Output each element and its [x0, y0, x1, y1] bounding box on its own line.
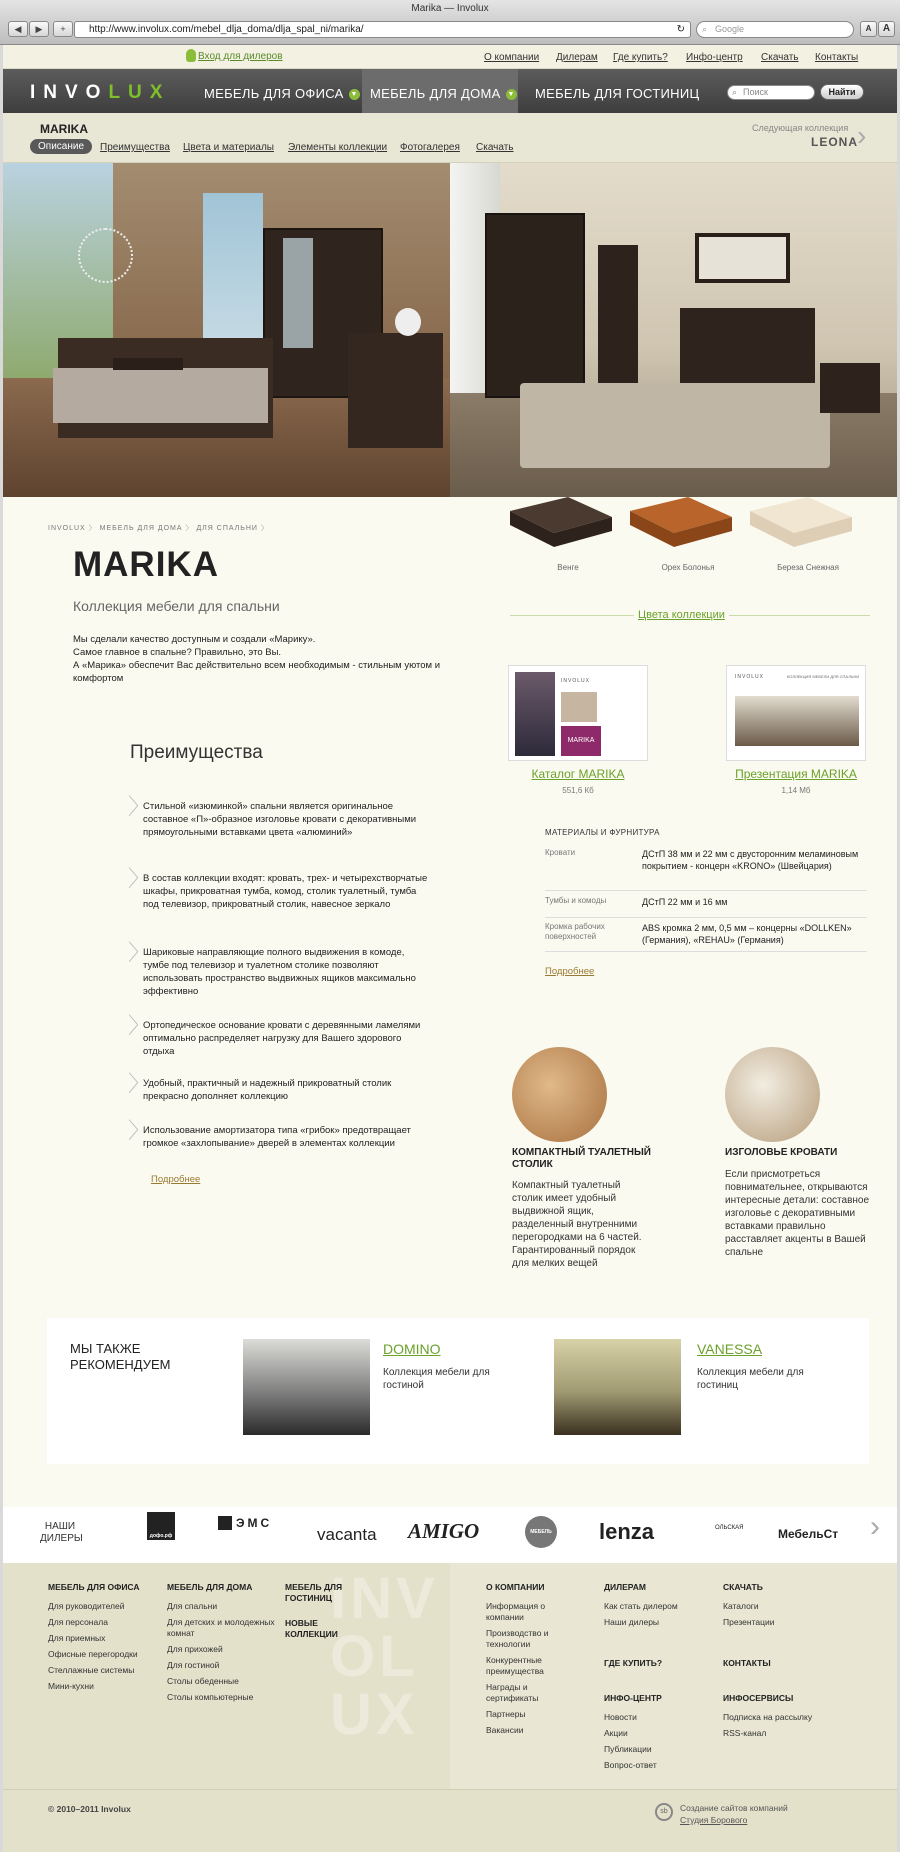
search-icon: ⌕ — [732, 87, 738, 97]
footer-link[interactable]: Информация о компании — [486, 1601, 546, 1622]
materials-more-link[interactable]: Подробнее — [545, 966, 595, 977]
recommend-desc: Коллекция мебели для гостиниц — [697, 1367, 804, 1391]
recommend-heading: МЫ ТАКЖЕ РЕКОМЕНДУЕМ — [70, 1341, 171, 1372]
partner-logo[interactable]: vacanta — [317, 1525, 377, 1544]
search-icon: ⌕ — [702, 24, 708, 34]
bed-tray — [113, 358, 183, 370]
chevron-down-icon: ▼ — [507, 91, 515, 99]
bedspread — [520, 383, 830, 468]
back-button[interactable]: ◀ — [8, 21, 28, 37]
presentation-photo — [735, 696, 859, 746]
swatch-birch[interactable] — [750, 497, 852, 557]
footer-col-home — [167, 1582, 277, 1703]
partners-heading: НАШИ ДИЛЕРЫ — [40, 1521, 83, 1544]
footer-link[interactable]: Производство и технологии — [486, 1628, 549, 1649]
logo-part-b: LUX — [108, 82, 171, 103]
tab-elements[interactable]: Элементы коллекции — [288, 142, 388, 153]
footer-link[interactable]: Наши дилеры — [604, 1617, 660, 1627]
materials-row — [545, 896, 867, 918]
nav-home-label: МЕБЕЛЬ ДЛЯ ДОМА — [370, 86, 501, 101]
chevron-right-icon: 〉 — [128, 866, 151, 891]
breadcrumb-item[interactable]: ДЛЯ СПАЛЬНИ — [196, 525, 258, 532]
footer-link[interactable]: Столы обеденные — [167, 1676, 239, 1686]
footer-link[interactable]: Партнеры — [486, 1709, 526, 1719]
feature-image-dressing-table — [512, 1047, 607, 1142]
nav-office[interactable] — [204, 86, 360, 101]
feature-title: КОМПАКТНЫЙ ТУАЛЕТНЫЙ СТОЛИК — [512, 1147, 651, 1170]
next-collection-link[interactable]: LEONA — [811, 135, 858, 149]
next-collection-label: Следующая коллекция — [752, 123, 849, 133]
font-increase-button[interactable]: A — [878, 21, 895, 37]
recommend-image-vanessa[interactable] — [554, 1339, 681, 1435]
hero-image-left — [3, 163, 450, 497]
swatch-label: Береза Снежная — [777, 563, 839, 572]
chevron-right-icon: 〉 — [128, 794, 151, 819]
url-text: http://www.involux.com/mebel_dlja_doma/dlja_spal_ni/marika/ — [89, 24, 364, 35]
footer-link[interactable]: Каталоги — [723, 1601, 759, 1611]
chevron-right-icon: 〉 — [128, 1013, 151, 1038]
site-search-placeholder: Поиск — [743, 87, 768, 97]
footer-link[interactable]: Публикации — [604, 1744, 652, 1754]
add-bookmark-button[interactable]: + — [53, 21, 73, 37]
wall-decor — [78, 228, 133, 283]
materials-key: Кровати — [545, 848, 576, 857]
copyright: © 2010–2011 Involux — [48, 1804, 131, 1814]
footer-link[interactable]: Как стать дилером — [604, 1601, 678, 1611]
collection-colors-link[interactable]: Цвета коллекции — [634, 609, 729, 621]
footer-heading[interactable]: ИНФОСЕРВИСЫ — [723, 1693, 794, 1703]
intro-text — [73, 633, 443, 685]
bottom-bar — [3, 1789, 897, 1852]
browser-search-placeholder: Google — [715, 24, 745, 34]
advantages-heading: Преимущества — [130, 742, 263, 763]
presentation-thumbnail[interactable] — [726, 665, 866, 761]
intro-line: Самое главное в спальне? Правильно, это Вы. — [73, 647, 282, 658]
recommend-image-domino[interactable] — [243, 1339, 370, 1435]
collection-bar — [3, 113, 897, 163]
advantages-more-link[interactable]: Подробнее — [151, 1174, 201, 1185]
mirror — [283, 238, 313, 348]
studio-text: Создание сайтов компаний — [680, 1803, 788, 1813]
partner-logo[interactable]: ОЛЬСКАЯ — [715, 1525, 744, 1531]
materials-value: ДСтП 38 мм и 22 мм с двусторонним меламиновым покрытием - концерн «KRONO» (Швейцария) — [642, 849, 859, 871]
partner-logo[interactable]: ЭМС — [218, 1516, 272, 1530]
footer-heading[interactable]: МЕБЕЛЬ ДЛЯ ГОСТИНИЦ — [285, 1582, 343, 1603]
feature-title: ИЗГОЛОВЬЕ КРОВАТИ — [725, 1147, 838, 1158]
footer-heading[interactable]: МЕБЕЛЬ ДЛЯ ДОМА — [167, 1582, 253, 1592]
recommend-link-vanessa[interactable]: VANESSA — [697, 1341, 763, 1357]
tab-description[interactable]: Описание — [30, 139, 92, 154]
vase — [395, 308, 421, 336]
site-search-input[interactable] — [727, 85, 815, 100]
logo-part-a: INVO — [30, 82, 109, 103]
lock-icon — [186, 49, 196, 62]
swatch-walnut[interactable] — [630, 497, 732, 557]
footer-link[interactable]: Стеллажные системы — [48, 1665, 135, 1675]
materials-key: Тумбы и комоды — [545, 896, 607, 905]
feature-desc: Если присмотреться повнимательнее, открываются интересные детали: составное изголовье с декоративными вставками правильно расставляет акценты в Вашей спальне — [725, 1169, 870, 1258]
footer-heading[interactable]: О КОМПАНИИ — [486, 1582, 545, 1592]
breadcrumb-item[interactable]: INVOLUX — [48, 525, 86, 532]
door — [598, 245, 638, 400]
site-search-button[interactable]: Найти — [820, 84, 864, 100]
footer-watermark: INVOLUX — [330, 1566, 439, 1747]
url-field[interactable] — [74, 21, 691, 38]
footer-col-hotels — [285, 1582, 365, 1640]
footer-heading[interactable]: ГДЕ КУПИТЬ? — [604, 1658, 663, 1668]
nav-home[interactable] — [370, 86, 517, 101]
footer-link[interactable]: Для персонала — [48, 1617, 108, 1627]
chest — [348, 333, 443, 448]
presentation-caption: КОЛЛЕКЦИЯ МЕБЕЛИ ДЛЯ СПАЛЬНИ — [787, 674, 860, 679]
studio-logo-icon: sb — [655, 1803, 673, 1821]
tab-gallery[interactable]: Фотогалерея — [400, 142, 460, 153]
top-link-download[interactable]: Скачать — [761, 52, 799, 63]
font-decrease-button[interactable]: A — [860, 21, 877, 37]
footer-link[interactable]: Конкурентные преимущества — [486, 1655, 544, 1676]
feature-desc: Компактный туалетный столик имеет удобный выдвижной ящик, разделенный внутренними перегородками на 6 частей. Гарантированный порядок для мелких вещей — [512, 1180, 642, 1269]
page-title: MARIKA — [73, 545, 219, 584]
footer-link[interactable]: Награды и сертификаты — [486, 1682, 539, 1703]
painting — [695, 233, 790, 283]
catalog-caption: MARIKA — [561, 726, 601, 756]
logo[interactable] — [30, 82, 170, 104]
breadcrumb: INVOLUX 〉 МЕБЕЛЬ ДЛЯ ДОМА 〉 ДЛЯ СПАЛЬНИ 〉 — [48, 525, 269, 532]
advantage-item: Шариковые направляющие полного выдвижения в комоде, тумбе под телевизор и туалетном столике позволяют использовать пространство выдвижных ящиков максимально эффективно — [143, 947, 416, 997]
footer-link[interactable]: Новости — [604, 1712, 637, 1722]
footer-link[interactable]: RSS-канал — [723, 1728, 767, 1738]
forward-button[interactable]: ▶ — [29, 21, 49, 37]
dealer-login-link[interactable]: Вход для дилеров — [198, 51, 283, 62]
footer-link[interactable]: Подписка на рассылку — [723, 1712, 813, 1722]
advantage-item: Стильной «изюминкой» спальни является оригинальное составное «П»-образное изголовье кровати с декоративными прямоугольными вставками цвета «алюминий» — [143, 801, 417, 838]
page-subtitle: Коллекция мебели для спальни — [73, 598, 280, 614]
footer-heading[interactable]: ИНФО-ЦЕНТР — [604, 1693, 662, 1703]
footer-col-download — [723, 1582, 833, 1739]
footer-link[interactable]: Для прихожей — [167, 1644, 223, 1654]
catalog-photo — [561, 692, 597, 722]
feature-image-headboard — [725, 1047, 820, 1142]
partner-logo[interactable]: дофо.рф — [147, 1512, 175, 1540]
tab-advantages[interactable]: Преимущества — [100, 142, 170, 153]
footer-col-office — [48, 1582, 158, 1692]
intro-line: А «Марика» обеспечит Вас действительно всем необходимым - стильным уютом и комфортом — [73, 660, 441, 684]
nightstand — [820, 363, 880, 413]
chevron-right-icon: 〉 — [128, 1071, 151, 1096]
top-link-dealers[interactable]: Дилерам — [556, 52, 598, 63]
footer-link[interactable]: Для гостиной — [167, 1660, 220, 1670]
footer-link[interactable]: Для приемных — [48, 1633, 106, 1643]
top-link-about[interactable]: О компании — [484, 52, 540, 63]
recommend-link-domino[interactable]: DOMINO — [383, 1341, 441, 1357]
presentation-download-link[interactable]: Презентация MARIKA — [735, 767, 857, 781]
footer-heading[interactable]: СКАЧАТЬ — [723, 1582, 763, 1592]
footer-col-about — [486, 1582, 571, 1736]
footer-heading[interactable]: ДИЛЕРАМ — [604, 1582, 646, 1592]
tab-download[interactable]: Скачать — [476, 142, 514, 153]
materials-heading: МАТЕРИАЛЫ И ФУРНИТУРА — [545, 828, 660, 837]
catalog-brand: INVOLUX — [561, 678, 590, 684]
chevron-down-icon: ▼ — [350, 91, 358, 99]
advantage-item: Удобный, практичный и надежный прикроватный столик прекрасно дополняет коллекцию — [143, 1078, 392, 1102]
nav-hotels-label: МЕБЕЛЬ ДЛЯ ГОСТИНИЦ — [535, 86, 700, 101]
catalog-size: 551,6 Кб — [562, 786, 594, 795]
collection-title: MARIKA — [40, 122, 88, 136]
partner-logo[interactable]: AMIGO — [408, 1519, 480, 1543]
footer-link[interactable]: Для руководителей — [48, 1601, 125, 1611]
intro-line: Мы сделали качество доступным и создали «Марику». — [73, 634, 316, 645]
top-link-contacts[interactable]: Контакты — [815, 52, 859, 63]
advantage-item: Использование амортизатора типа «грибок» предотвращает громкое «захлопывание» дверей в элементах коллекции — [143, 1125, 411, 1149]
partner-logo[interactable]: МЕБЕЛЬ — [525, 1516, 557, 1548]
materials-key: Кромка рабочих поверхностей — [545, 922, 605, 941]
browser-search-field[interactable] — [696, 21, 854, 38]
advantage-item: В состав коллекции входят: кровать, трех- и четырехстворчатые шкафы, прикроватная тумба, комод, столик туалетный, тумба под телевизор, прикроватный столик, навесное зеркало — [143, 873, 428, 910]
footer-link[interactable]: Акции — [604, 1728, 628, 1738]
catalog-thumbnail[interactable] — [508, 665, 648, 761]
top-link-where-buy[interactable]: Где купить? — [613, 52, 668, 63]
footer-link[interactable]: Столы компьютерные — [167, 1692, 254, 1702]
nav-office-label: МЕБЕЛЬ ДЛЯ ОФИСА — [204, 86, 344, 101]
partner-logo[interactable]: lenza — [599, 1519, 655, 1544]
footer-link[interactable]: Для детских и молодежных комнат — [167, 1617, 275, 1638]
footer-heading-new[interactable]: НОВЫЕ КОЛЛЕКЦИИ — [285, 1618, 338, 1639]
materials-value: ABS кромка 2 мм, 0,5 мм – концерны «DOLLKEN» (Германия), «REHAU» (Германия) — [642, 923, 852, 945]
recommend-desc: Коллекция мебели для гостиной — [383, 1367, 490, 1391]
nav-hotels[interactable] — [535, 86, 699, 101]
chevron-right-icon[interactable]: › — [870, 1510, 880, 1543]
materials-value: ДСтП 22 мм и 16 мм — [642, 897, 728, 907]
hero-image-right — [450, 163, 897, 497]
breadcrumb-item[interactable]: МЕБЕЛЬ ДЛЯ ДОМА — [99, 525, 183, 532]
footer-link[interactable]: Презентации — [723, 1617, 775, 1627]
swatch-label: Орех Болонья — [661, 563, 715, 572]
partner-logo[interactable]: МебельСт — [778, 1527, 839, 1541]
footer-col-dealers — [604, 1582, 704, 1771]
reload-icon[interactable]: ↻ — [676, 24, 685, 35]
materials-row — [545, 922, 867, 952]
footer-link[interactable]: Офисные перегородки — [48, 1649, 138, 1659]
footer-link[interactable]: Вопрос-ответ — [604, 1760, 657, 1770]
chevron-right-icon: 〉 — [128, 940, 151, 965]
top-link-info[interactable]: Инфо-центр — [686, 52, 743, 63]
catalog-cover-strip — [515, 672, 555, 756]
materials-row — [545, 848, 867, 891]
footer-link[interactable]: Вакансии — [486, 1725, 524, 1735]
window-title: Marika — Involux — [411, 3, 489, 14]
presentation-brand: INVOLUX — [735, 674, 764, 680]
footer-heading[interactable]: КОНТАКТЫ — [723, 1658, 771, 1668]
swatch-wenge[interactable] — [510, 497, 612, 557]
swatch-label: Венге — [557, 563, 579, 572]
presentation-size: 1,14 Мб — [781, 786, 811, 795]
wardrobe — [485, 213, 585, 398]
catalog-download-link[interactable]: Каталог MARIKA — [531, 767, 625, 781]
footer-link[interactable]: Мини-кухни — [48, 1681, 94, 1691]
footer-link[interactable]: Для спальни — [167, 1601, 218, 1611]
tab-colors[interactable]: Цвета и материалы — [183, 142, 274, 153]
chevron-right-icon[interactable]: › — [857, 120, 867, 151]
chevron-right-icon: 〉 — [128, 1118, 151, 1143]
advantage-item: Ортопедическое основание кровати с деревянными ламелями оптимально распределяет нагрузку для Вашего здорового отдыха — [143, 1020, 421, 1057]
footer-heading[interactable]: МЕБЕЛЬ ДЛЯ ОФИСА — [48, 1582, 140, 1592]
studio-link[interactable]: Студия Борового — [680, 1815, 748, 1825]
bed-cover — [53, 368, 268, 423]
